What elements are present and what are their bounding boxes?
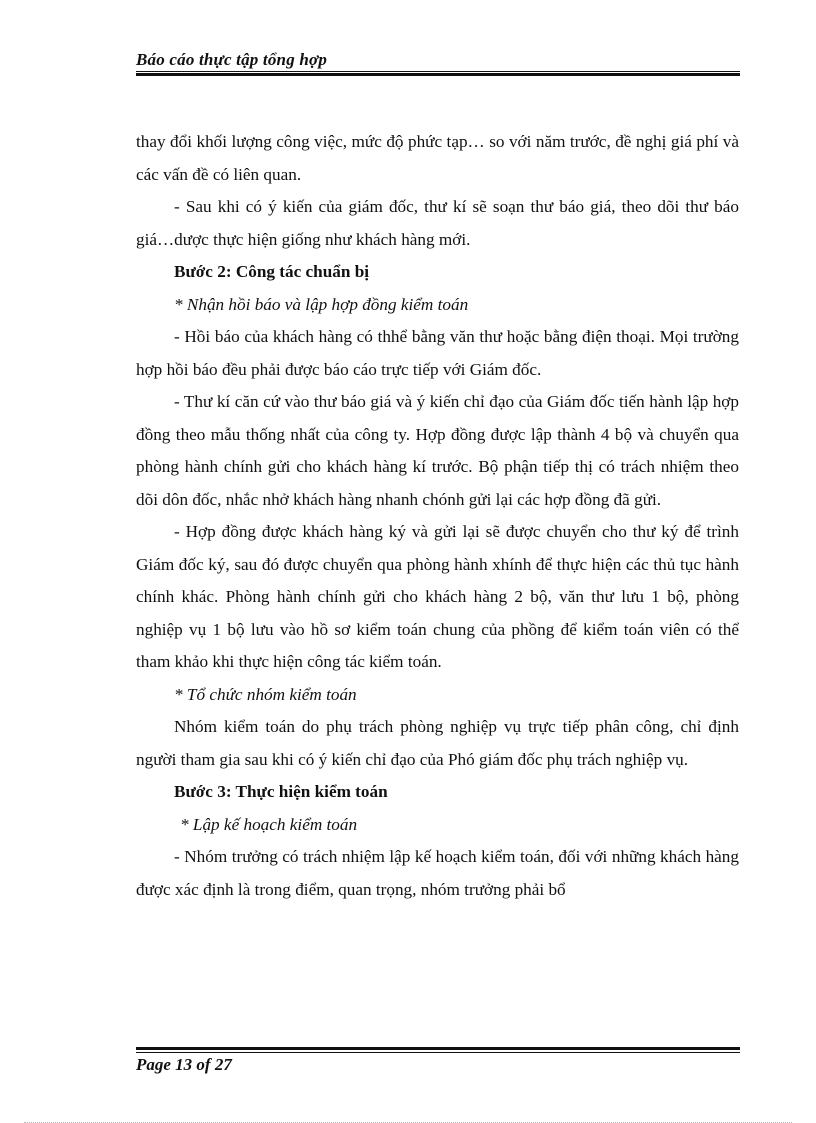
subheading: * Nhận hồi báo và lập hợp đồng kiểm toán [174,294,469,314]
paragraph: - Thư kí căn cứ vào thư báo giá và ý kiến chỉ đạo của Giám đốc tiến hành lập hợp đồng theo mẫu thống nhất của công ty. Hợp đồng được lập thành 4 bộ và chuyển qua phòng hành chính gửi cho khách hàng kí trước. Bộ phận tiếp thị có trách nhiệm theo dõi dôn đốc, nhắc nhở khách hàng nhanh chónh gửi lại các hợp đồng đã gửi. [136,392,739,509]
paragraph: - Sau khi có ý kiến của giám đốc, thư kí sẽ soạn thư báo giá, theo dõi thư báo giá…dược thực hiện giống như khách hàng mới. [136,197,739,249]
header-rule-thin [136,71,740,72]
section-heading-step-2: Bước 2: Công tác chuẩn bị [174,262,370,281]
paragraph: - Nhóm trưởng có trách nhiệm lập kế hoạch kiểm toán, đối với những khách hàng được xác định là trong điểm, quan trọng, nhóm trưởng phải bổ [136,847,739,899]
page-number: Page 13 of 27 [136,1055,232,1074]
header-rule-thick [136,73,740,76]
paragraph: Nhóm kiểm toán do phụ trách phòng nghiệp vụ trực tiếp phân công, chỉ định người tham gia sau khi có ý kiến chỉ đạo của Phó giám đốc phụ trách nghiệp vụ. [136,717,739,769]
footer-rule-thick [136,1047,740,1050]
paragraph: thay đổi khối lượng công việc, mức độ phức tạp… so với năm trước, đề nghị giá phí và các vấn đề có liên quan. [136,132,739,184]
footer-rule-thin [136,1052,740,1053]
subheading: * Lập kế hoạch kiểm toán [180,814,358,834]
page-header-title: Báo cáo thực tập tổng hợp [136,50,328,69]
section-heading-step-3: Bước 3: Thực hiện kiểm toán [174,782,388,801]
paragraph: - Hợp đồng được khách hàng ký và gửi lại sẽ được chuyển cho thư ký để trình Giám đốc ký, sau đó được chuyển qua phòng hành xhính để thực hiện các thủ tục hành chính khác. Phòng hành chính gửi cho khách hàng 2 bộ, văn thư lưu 1 bộ, phòng nghiệp vụ 1 bộ lưu vào hồ sơ kiểm toán chung của phồng để kiểm toán viên có thể tham khảo khi thực hiện công tác kiểm toán. [136,522,739,671]
subheading: * Tổ chức nhóm kiểm toán [174,684,357,704]
document-body [136,126,739,906]
paragraph: - Hồi báo của khách hàng có thhể bằng văn thư hoặc bằng điện thoại. Mọi trường hợp hồi báo đều phải được báo cáo trực tiếp với Giám đốc. [136,327,739,379]
